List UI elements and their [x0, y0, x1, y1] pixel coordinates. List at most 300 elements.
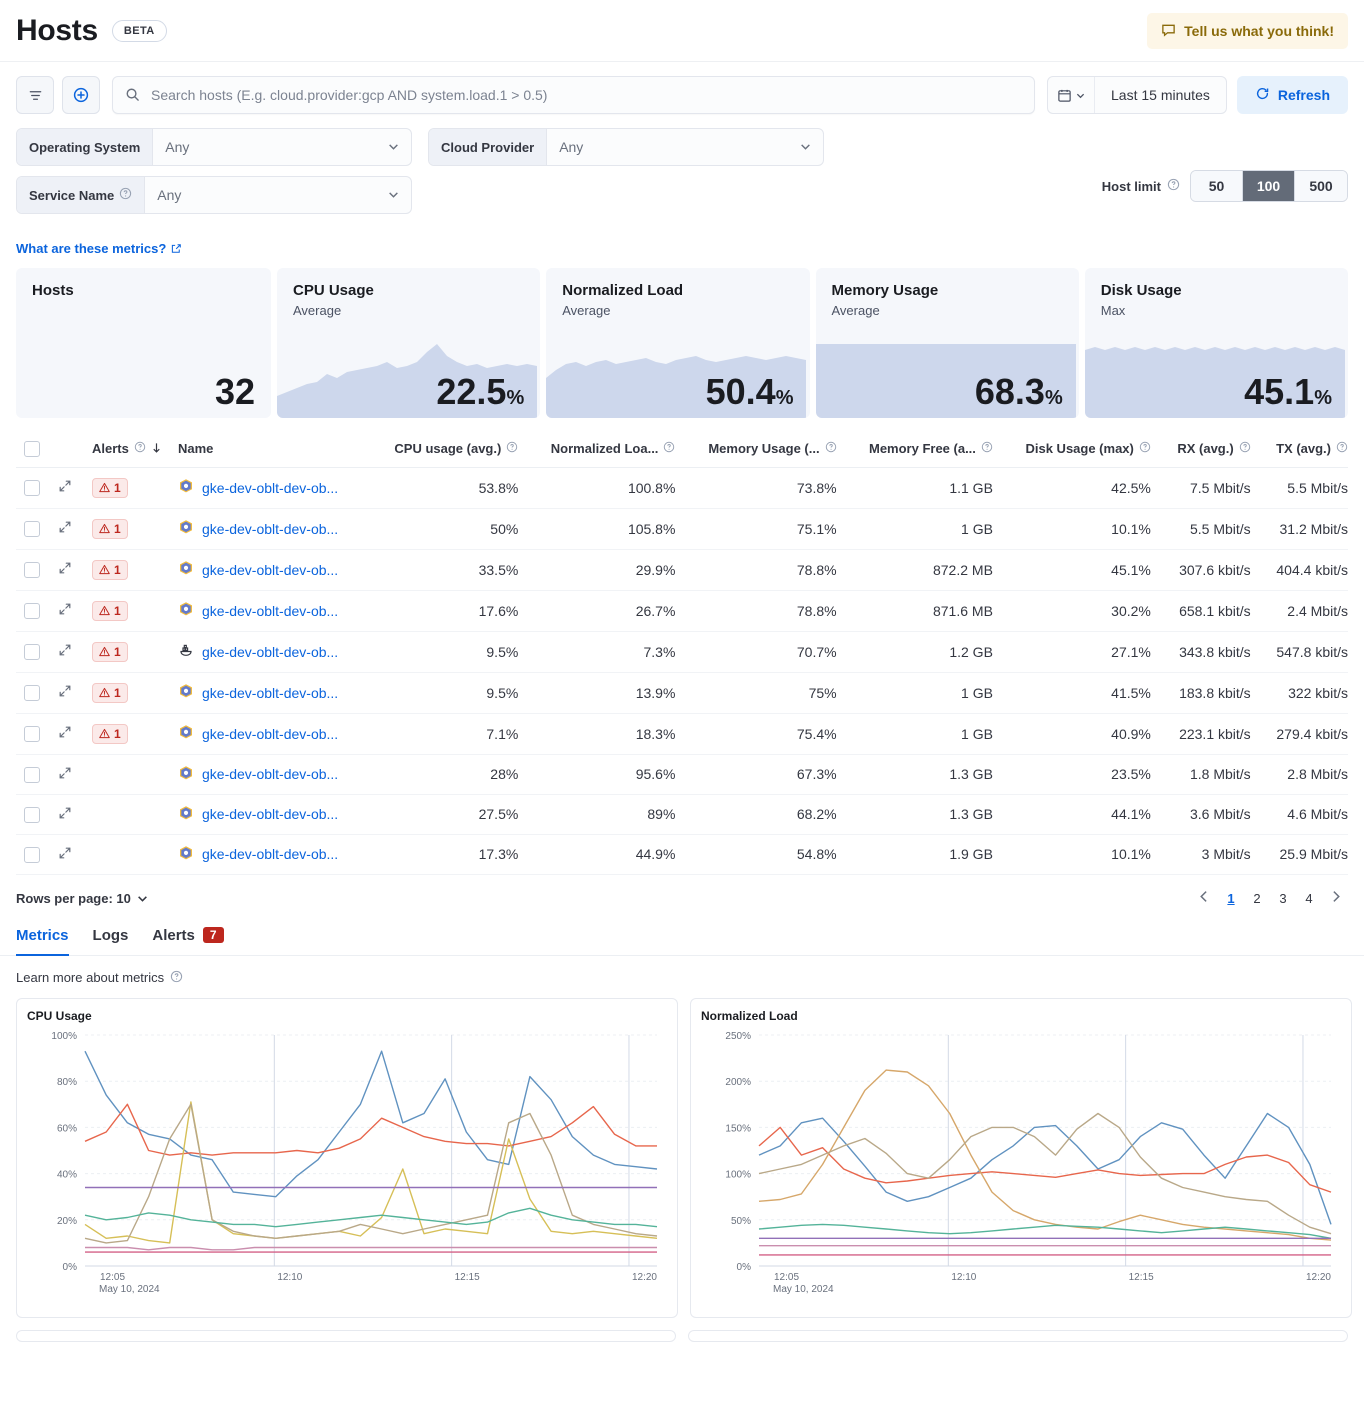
expand-row-icon[interactable] — [58, 767, 72, 783]
search-input[interactable] — [112, 76, 1035, 114]
select-all-checkbox[interactable] — [24, 441, 40, 457]
svg-text:12:05: 12:05 — [100, 1271, 126, 1283]
kpi-card-normalized-load — [546, 268, 809, 418]
svg-text:0%: 0% — [736, 1261, 751, 1273]
row-checkbox[interactable] — [24, 685, 40, 701]
chevron-down-icon — [388, 187, 399, 203]
row-memory-free-cell: 1 GB — [845, 713, 1001, 754]
expand-row-icon[interactable] — [58, 726, 72, 742]
row-checkbox[interactable] — [24, 603, 40, 619]
help-icon[interactable] — [1336, 441, 1348, 456]
row-checkbox[interactable] — [24, 767, 40, 783]
alert-count: 1 — [114, 521, 121, 536]
learn-more-row — [0, 956, 1364, 986]
alert-count: 1 — [114, 685, 121, 700]
row-alerts-cell — [84, 631, 170, 672]
row-select-cell — [16, 754, 50, 794]
th-alerts-label: Alerts — [92, 440, 129, 456]
host-limit-50[interactable]: 50 — [1191, 171, 1243, 201]
help-icon[interactable] — [663, 441, 675, 456]
rows-per-page-label: Rows per page: 10 — [16, 891, 131, 907]
host-link[interactable] — [178, 724, 338, 743]
filter-service-label — [17, 177, 145, 213]
row-select-cell — [16, 672, 50, 713]
host-link[interactable] — [178, 845, 338, 864]
add-filter-button[interactable] — [62, 76, 100, 114]
row-alerts-cell — [84, 467, 170, 508]
row-cpu-cell: 28% — [370, 754, 526, 794]
th-expand — [50, 432, 84, 467]
row-cpu-cell: 7.1% — [370, 713, 526, 754]
row-expand-cell — [50, 508, 84, 549]
kpi-card-cpu-usage — [277, 268, 540, 418]
svg-text:12:20: 12:20 — [631, 1271, 657, 1283]
kpi-title: Disk Usage — [1100, 282, 1182, 299]
rows-per-page-button[interactable] — [16, 891, 148, 906]
svg-text:250%: 250% — [725, 1030, 751, 1042]
row-disk-cell: 44.1% — [1001, 794, 1159, 834]
filter-row-1 — [16, 128, 1348, 166]
beta-badge: BETA — [112, 20, 167, 42]
row-disk-cell: 41.5% — [1001, 672, 1159, 713]
row-select-cell — [16, 508, 50, 549]
table-header-row — [16, 432, 1348, 467]
filter-operating-system[interactable] — [16, 128, 412, 166]
host-link[interactable] — [178, 683, 338, 702]
learn-more-label: Learn more about metrics — [16, 970, 165, 986]
row-tx-cell: 25.9 Mbit/s — [1259, 834, 1348, 874]
alert-badge[interactable] — [92, 683, 128, 703]
row-alerts-cell — [84, 834, 170, 874]
row-select-cell — [16, 590, 50, 631]
kubernetes-icon — [178, 601, 194, 620]
row-select-cell — [16, 713, 50, 754]
host-name-label: gke-dev-oblt-dev-ob... — [202, 479, 339, 496]
alert-count: 1 — [114, 480, 121, 495]
row-load-cell: 44.9% — [526, 834, 683, 874]
filter-os-value[interactable] — [153, 129, 411, 165]
row-memory-cell: 75% — [683, 672, 844, 713]
host-link[interactable] — [178, 519, 338, 538]
kpi-value-number: 32 — [214, 371, 255, 412]
row-memory-cell: 68.2% — [683, 794, 844, 834]
svg-text:80%: 80% — [56, 1076, 77, 1088]
th-cpu[interactable] — [370, 432, 526, 467]
alert-badge[interactable] — [92, 478, 128, 498]
help-icon[interactable] — [1139, 441, 1151, 456]
help-icon[interactable] — [1239, 441, 1251, 456]
row-cpu-cell: 9.5% — [370, 631, 526, 672]
what-are-these-metrics-link[interactable] — [16, 241, 182, 256]
filter-cloud-value[interactable] — [547, 129, 823, 165]
kpi-card-memory-usage — [816, 268, 1079, 418]
row-alerts-cell — [84, 713, 170, 754]
row-load-cell: 100.8% — [526, 467, 683, 508]
alert-count: 1 — [114, 644, 121, 659]
row-cpu-cell: 17.3% — [370, 834, 526, 874]
chart-card-partial-right — [688, 1330, 1348, 1342]
row-disk-cell: 10.1% — [1001, 834, 1159, 874]
tab-metrics[interactable] — [16, 927, 69, 956]
expand-row-icon[interactable] — [58, 480, 72, 496]
feedback-button[interactable] — [1147, 13, 1348, 49]
row-name-cell — [170, 508, 370, 549]
row-rx-cell: 223.1 kbit/s — [1159, 713, 1259, 754]
alert-badge[interactable] — [92, 560, 128, 580]
row-expand-cell — [50, 631, 84, 672]
svg-text:May 10, 2024: May 10, 2024 — [99, 1283, 160, 1295]
tab-logs-label: Logs — [92, 926, 129, 944]
alert-badge[interactable] — [92, 601, 128, 621]
host-name-label: gke-dev-oblt-dev-ob... — [202, 806, 339, 823]
th-alerts[interactable] — [84, 432, 170, 467]
kubernetes-icon — [178, 724, 194, 743]
row-rx-cell: 5.5 Mbit/s — [1159, 508, 1259, 549]
alert-count: 1 — [114, 726, 121, 741]
row-name-cell — [170, 834, 370, 874]
metrics-help-label: What are these metrics? — [16, 241, 167, 256]
row-expand-cell — [50, 794, 84, 834]
table-row[interactable] — [16, 590, 1348, 631]
svg-text:12:05: 12:05 — [774, 1271, 800, 1283]
svg-text:12:20: 12:20 — [1305, 1271, 1331, 1283]
chart-card-cpu-usage — [16, 998, 678, 1318]
row-checkbox[interactable] — [24, 480, 40, 496]
row-tx-cell: 279.4 kbit/s — [1259, 713, 1348, 754]
row-select-cell — [16, 549, 50, 590]
hosts-table — [16, 432, 1348, 875]
row-tx-cell: 31.2 Mbit/s — [1259, 508, 1348, 549]
kpi-value-number: 22.5 — [436, 371, 507, 412]
host-limit-label — [1102, 178, 1180, 194]
page-2[interactable]: 2 — [1253, 891, 1261, 907]
kpi-card-disk-usage — [1085, 268, 1348, 418]
row-cpu-cell: 33.5% — [370, 549, 526, 590]
chart-title: Normalized Load — [701, 1008, 798, 1023]
row-checkbox[interactable] — [24, 644, 40, 660]
kpi-title: Hosts — [32, 282, 74, 299]
filter-os-value-text: Any — [165, 139, 190, 155]
svg-text:12:10: 12:10 — [951, 1271, 977, 1283]
page-1[interactable]: 1 — [1227, 891, 1235, 907]
row-select-cell — [16, 631, 50, 672]
filter-service-name[interactable] — [16, 176, 412, 214]
date-range-label[interactable]: Last 15 minutes — [1111, 87, 1210, 103]
row-memory-cell: 70.7% — [683, 631, 844, 672]
svg-text:40%: 40% — [56, 1169, 77, 1181]
row-load-cell: 95.6% — [526, 754, 683, 794]
filter-cloud-provider[interactable] — [428, 128, 824, 166]
host-name-label: gke-dev-oblt-dev-ob... — [202, 684, 339, 701]
svg-text:100%: 100% — [51, 1030, 77, 1042]
expand-row-icon[interactable] — [58, 847, 72, 863]
row-checkbox[interactable] — [24, 847, 40, 863]
row-load-cell: 29.9% — [526, 549, 683, 590]
page-numbers — [1192, 887, 1348, 911]
svg-text:50%: 50% — [730, 1215, 751, 1227]
th-memory[interactable] — [683, 432, 844, 467]
kpi-card-hosts — [16, 268, 271, 418]
search-field-wrapper — [112, 76, 1035, 114]
host-name-label: gke-dev-oblt-dev-ob... — [202, 766, 339, 783]
row-checkbox[interactable] — [24, 521, 40, 537]
filter-cloud-value-text: Any — [559, 139, 584, 155]
th-disk[interactable] — [1001, 432, 1159, 467]
host-link[interactable] — [178, 601, 338, 620]
alert-count: 1 — [114, 562, 121, 577]
kpi-subtitle: Average — [831, 303, 880, 318]
row-alerts-cell — [84, 508, 170, 549]
row-memory-cell: 75.1% — [683, 508, 844, 549]
svg-text:200%: 200% — [725, 1076, 751, 1088]
row-memory-free-cell: 1.3 GB — [845, 754, 1001, 794]
help-icon[interactable] — [825, 441, 837, 456]
kpi-subtitle: Average — [562, 303, 611, 318]
page-3[interactable]: 3 — [1279, 891, 1287, 907]
row-load-cell: 13.9% — [526, 672, 683, 713]
kubernetes-icon — [178, 519, 194, 538]
chevron-down-icon — [800, 139, 811, 155]
row-cpu-cell: 9.5% — [370, 672, 526, 713]
row-rx-cell: 1.8 Mbit/s — [1159, 754, 1259, 794]
kpi-subtitle: Max — [1100, 303, 1126, 318]
table-row[interactable] — [16, 467, 1348, 508]
host-link[interactable] — [178, 478, 338, 497]
row-select-cell — [16, 834, 50, 874]
toolbar — [0, 62, 1364, 114]
feedback-label: Tell us what you think! — [1184, 22, 1334, 39]
kpi-value — [214, 371, 255, 412]
chart-card-normalized-load — [690, 998, 1352, 1318]
metrics-help-row — [0, 224, 1364, 258]
kubernetes-icon — [178, 560, 194, 579]
filter-service-label-text: Service Name — [29, 187, 115, 203]
kpi-value-number: 45.1 — [1244, 371, 1315, 412]
svg-text:60%: 60% — [56, 1122, 77, 1134]
kpi-title: CPU Usage — [293, 282, 374, 299]
host-link[interactable] — [178, 642, 338, 661]
row-expand-cell — [50, 754, 84, 794]
filter-toggle-button[interactable] — [16, 76, 54, 114]
th-select-all — [16, 432, 50, 467]
tab-logs[interactable] — [93, 927, 129, 956]
th-name[interactable]: Name — [170, 432, 370, 467]
row-select-cell — [16, 467, 50, 508]
row-load-cell: 105.8% — [526, 508, 683, 549]
filter-service-value[interactable] — [145, 177, 411, 213]
alert-badge[interactable] — [92, 724, 128, 744]
cpu-usage-chart[interactable] — [27, 1025, 667, 1310]
row-memory-free-cell: 1.3 GB — [845, 794, 1001, 834]
row-disk-cell: 45.1% — [1001, 549, 1159, 590]
row-checkbox[interactable] — [24, 562, 40, 578]
table-row[interactable] — [16, 794, 1348, 834]
help-icon[interactable] — [170, 970, 183, 986]
host-name-label: gke-dev-oblt-dev-ob... — [202, 725, 339, 742]
row-tx-cell: 4.6 Mbit/s — [1259, 794, 1348, 834]
page-header — [0, 0, 1364, 62]
svg-text:0%: 0% — [62, 1261, 77, 1273]
row-memory-cell: 78.8% — [683, 549, 844, 590]
row-memory-cell: 73.8% — [683, 467, 844, 508]
normalized-load-chart[interactable] — [701, 1025, 1341, 1310]
kpi-value-unit: % — [1044, 387, 1063, 409]
row-disk-cell: 42.5% — [1001, 467, 1159, 508]
svg-text:12:15: 12:15 — [1128, 1271, 1154, 1283]
row-rx-cell: 343.8 kbit/s — [1159, 631, 1259, 672]
expand-row-icon[interactable] — [58, 644, 72, 660]
row-alerts-cell — [84, 794, 170, 834]
chart-card-partial-left — [16, 1330, 676, 1342]
expand-row-icon[interactable] — [58, 807, 72, 823]
th-tx-label: TX (avg.) — [1276, 440, 1331, 456]
kubernetes-icon — [178, 478, 194, 497]
host-name-label: gke-dev-oblt-dev-ob... — [202, 520, 339, 537]
th-rx-label: RX (avg.) — [1177, 440, 1234, 456]
row-rx-cell: 307.6 kbit/s — [1159, 549, 1259, 590]
row-cpu-cell: 27.5% — [370, 794, 526, 834]
filters-section — [0, 114, 1364, 214]
help-icon[interactable] — [506, 441, 518, 456]
row-checkbox[interactable] — [24, 807, 40, 823]
table-row[interactable] — [16, 631, 1348, 672]
row-rx-cell: 3.6 Mbit/s — [1159, 794, 1259, 834]
th-rx[interactable] — [1159, 432, 1259, 467]
row-disk-cell: 40.9% — [1001, 713, 1159, 754]
row-expand-cell — [50, 713, 84, 754]
th-cpu-label: CPU usage (avg.) — [394, 440, 502, 456]
kubernetes-icon — [178, 845, 194, 864]
expand-row-icon[interactable] — [58, 603, 72, 619]
help-icon[interactable] — [134, 441, 146, 456]
chevron-down-icon — [137, 893, 148, 904]
alert-badge[interactable] — [92, 642, 128, 662]
row-disk-cell: 10.1% — [1001, 508, 1159, 549]
th-load[interactable] — [526, 432, 683, 467]
row-rx-cell: 7.5 Mbit/s — [1159, 467, 1259, 508]
alert-count: 1 — [114, 603, 121, 618]
row-tx-cell: 2.8 Mbit/s — [1259, 754, 1348, 794]
row-memory-cell: 75.4% — [683, 713, 844, 754]
row-load-cell: 7.3% — [526, 631, 683, 672]
row-expand-cell — [50, 549, 84, 590]
host-limit-options — [1190, 170, 1348, 202]
host-link[interactable] — [178, 805, 338, 824]
refresh-icon — [1255, 86, 1270, 104]
calendar-dropdown-button[interactable] — [1048, 77, 1095, 113]
page-4[interactable]: 4 — [1305, 891, 1313, 907]
table-row[interactable] — [16, 508, 1348, 549]
host-link[interactable] — [178, 765, 338, 784]
row-memory-free-cell: 1 GB — [845, 672, 1001, 713]
row-name-cell — [170, 549, 370, 590]
svg-text:12:15: 12:15 — [454, 1271, 480, 1283]
kpi-subtitle: Average — [293, 303, 342, 318]
kubernetes-icon — [178, 805, 194, 824]
help-icon[interactable] — [981, 441, 993, 456]
chart-title: CPU Usage — [27, 1008, 92, 1023]
table-row[interactable] — [16, 713, 1348, 754]
svg-text:12:10: 12:10 — [277, 1271, 303, 1283]
kpi-value-unit: % — [775, 387, 794, 409]
expand-row-icon[interactable] — [58, 521, 72, 537]
row-rx-cell: 183.8 kbit/s — [1159, 672, 1259, 713]
tab-alerts[interactable] — [152, 927, 223, 956]
next-page-button[interactable] — [1323, 890, 1348, 908]
tab-metrics-label: Metrics — [16, 926, 69, 944]
date-picker — [1047, 76, 1227, 114]
table-row[interactable] — [16, 834, 1348, 874]
content-tabs — [0, 911, 1364, 956]
expand-row-icon[interactable] — [58, 562, 72, 578]
host-limit-control — [1102, 170, 1348, 202]
table-row[interactable] — [16, 672, 1348, 713]
search-icon — [125, 87, 140, 107]
table-row[interactable] — [16, 549, 1348, 590]
host-link[interactable] — [178, 560, 338, 579]
expand-row-icon[interactable] — [58, 685, 72, 701]
row-load-cell: 18.3% — [526, 713, 683, 754]
row-memory-cell: 78.8% — [683, 590, 844, 631]
row-load-cell: 26.7% — [526, 590, 683, 631]
th-tx[interactable] — [1259, 432, 1348, 467]
sort-desc-icon[interactable] — [151, 441, 162, 456]
row-alerts-cell — [84, 549, 170, 590]
th-load-label: Normalized Loa... — [550, 440, 659, 456]
th-memory-free[interactable] — [845, 432, 1001, 467]
row-tx-cell: 547.8 kbit/s — [1259, 631, 1348, 672]
kpi-title: Normalized Load — [562, 282, 684, 299]
previous-page-button[interactable] — [1192, 890, 1217, 908]
row-memory-cell: 67.3% — [683, 754, 844, 794]
row-tx-cell: 404.4 kbit/s — [1259, 549, 1348, 590]
row-memory-free-cell: 871.6 MB — [845, 590, 1001, 631]
help-icon[interactable] — [1167, 178, 1180, 194]
row-memory-free-cell: 1.9 GB — [845, 834, 1001, 874]
refresh-label: Refresh — [1277, 87, 1330, 103]
svg-text:May 10, 2024: May 10, 2024 — [773, 1283, 834, 1295]
th-disk-label: Disk Usage (max) — [1025, 440, 1134, 456]
row-alerts-cell — [84, 754, 170, 794]
svg-text:20%: 20% — [56, 1215, 77, 1227]
chevron-down-icon — [388, 139, 399, 155]
row-disk-cell: 23.5% — [1001, 754, 1159, 794]
kpi-value-unit: % — [506, 387, 525, 409]
kpi-value — [1244, 371, 1332, 412]
kpi-title: Memory Usage — [831, 282, 939, 299]
row-rx-cell: 658.1 kbit/s — [1159, 590, 1259, 631]
row-checkbox[interactable] — [24, 726, 40, 742]
refresh-button[interactable] — [1237, 76, 1348, 114]
table-row[interactable] — [16, 754, 1348, 794]
host-limit-100[interactable]: 100 — [1243, 171, 1295, 201]
row-expand-cell — [50, 467, 84, 508]
host-limit-500[interactable]: 500 — [1295, 171, 1347, 201]
help-icon[interactable] — [119, 187, 132, 203]
row-memory-free-cell: 1.2 GB — [845, 631, 1001, 672]
row-name-cell — [170, 631, 370, 672]
host-name-label: gke-dev-oblt-dev-ob... — [202, 643, 339, 660]
row-cpu-cell: 17.6% — [370, 590, 526, 631]
charts-row-bottom — [0, 1318, 1364, 1342]
row-cpu-cell: 53.8% — [370, 467, 526, 508]
row-memory-free-cell: 1.1 GB — [845, 467, 1001, 508]
row-memory-cell: 54.8% — [683, 834, 844, 874]
alert-badge[interactable] — [92, 519, 128, 539]
alerts-count-badge: 7 — [203, 927, 224, 943]
filter-cloud-label: Cloud Provider — [429, 129, 547, 165]
host-name-label: gke-dev-oblt-dev-ob... — [202, 846, 339, 863]
